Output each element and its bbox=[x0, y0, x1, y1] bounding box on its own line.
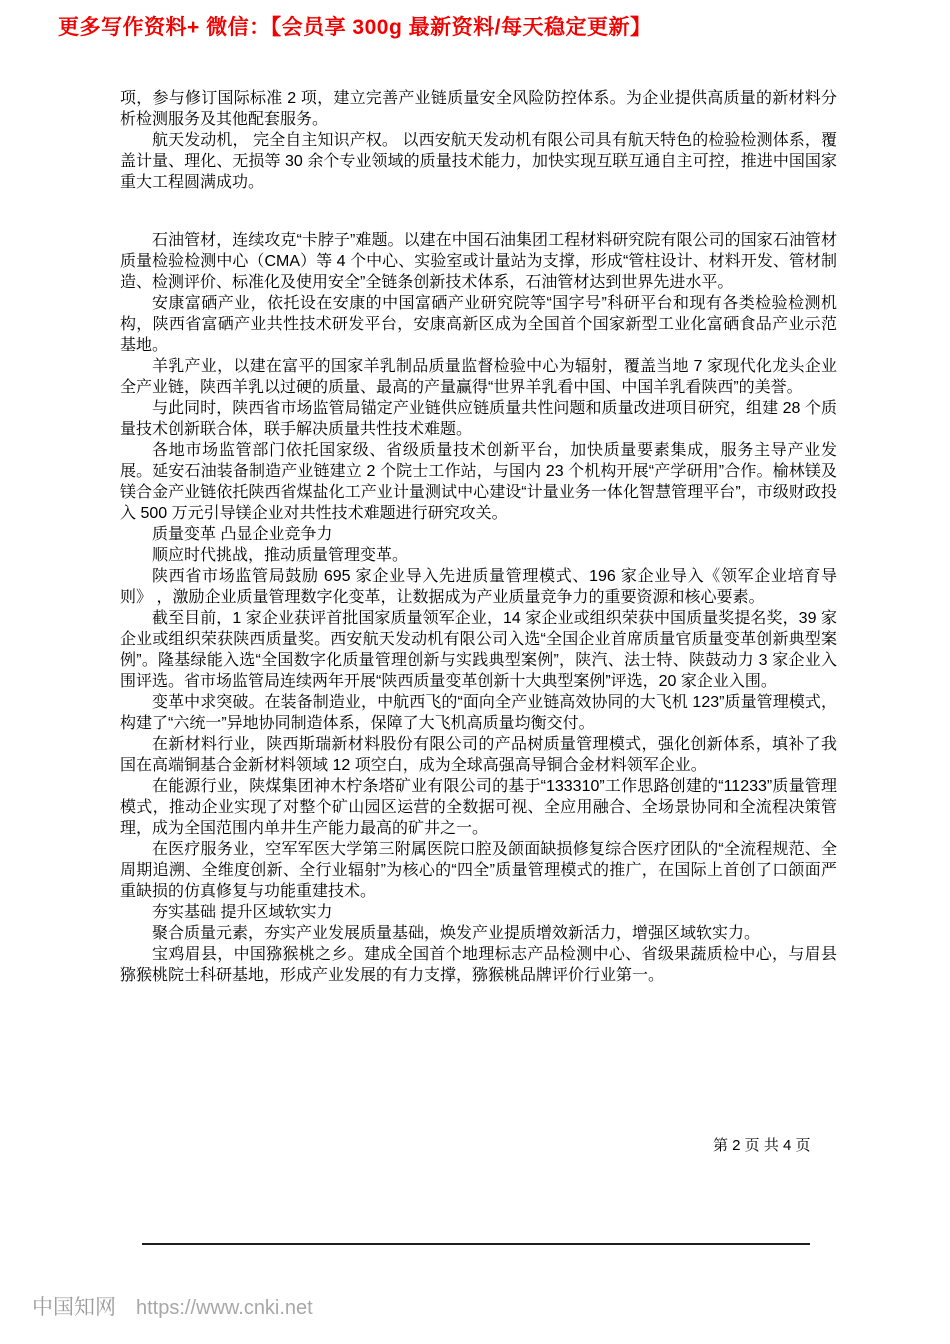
document-body bbox=[120, 88, 837, 986]
site-footer bbox=[32, 1291, 313, 1321]
footer-divider bbox=[142, 1243, 810, 1245]
paragraph: 各地市场监管部门依托国家级、省级质量技术创新平台，加快质量要素集成，服务主导产业发展。延安石油装备制造产业链建立 2 个院士工作站，与国内 23 个机构开展“产学研用”合作。榆林镁及镁合金产业链依托陕西省煤盐化工产业计量测试中心建设“计量业务一体化智慧管理平台”，市级财政投入 500 万元引导镁企业对共性技术难题进行研究攻关。 bbox=[120, 442, 837, 522]
paragraph: 羊乳产业，以建在富平的国家羊乳制品质量监督检验中心为辐射，覆盖当地 7 家现代化龙头企业全产业链，陕西羊乳以过硬的质量、最高的产量赢得“世界羊乳看中国、中国羊乳看陕西”的美誉。 bbox=[120, 358, 837, 396]
paragraph: 陕西省市场监管局鼓励 695 家企业导入先进质量管理模式、196 家企业导入《领军企业培育导则》 ，激励企业质量管理数字化变革，让数据成为产业质量竞争力的重要资源和核心要素。 bbox=[120, 568, 837, 606]
paragraph: 变革中求突破。在装备制造业，中航西飞的“面向全产业链高效协同的大飞机 123”质量管理模式，构建了“六统一”异地协同制造体系，保障了大飞机高质量均衡交付。 bbox=[120, 694, 837, 732]
paragraph: 顺应时代挑战，推动质量管理变革。 bbox=[152, 547, 409, 564]
paragraph: 石油管材，连续攻克“卡脖子”难题。以建在中国石油集团工程材料研究院有限公司的国家石油管材质量检验检测中心（CMA）等 4 个中心、实验室或计量站为支撑，形成“管柱设计、材料开发、管材制造、检测评价、标准化及使用安全”全链条创新技术体系，石油管材达到世界先进水平。 bbox=[120, 232, 837, 291]
section-heading: 质量变革 凸显企业竞争力 bbox=[152, 526, 333, 543]
paragraph: 项，参与修订国际标准 2 项，建立完善产业链质量安全风险防控体系。为企业提供高质量的新材料分析检测服务及其他配套服务。 bbox=[120, 90, 837, 128]
cnki-url[interactable]: https://www.cnki.net bbox=[136, 1297, 313, 1319]
paragraph: 在医疗服务业，空军军医大学第三附属医院口腔及颌面缺损修复综合医疗团队的“全流程规范、全周期追溯、全维度创新、全行业辐射”为核心的“四全”质量管理模式的推广，在国际上首创了口颌面严重缺损的仿真修复与功能重建技术。 bbox=[120, 841, 837, 900]
paragraph: 在能源行业，陕煤集团神木柠条塔矿业有限公司的基于“133310”工作思路创建的“11233”质量管理模式，推动企业实现了对整个矿山园区运营的全数据可视、全应用融合、全场景协同和全流程决策管理，成为全国范围内单井生产能力最高的矿井之一。 bbox=[120, 778, 837, 837]
paragraph: 与此同时，陕西省市场监管局锚定产业链供应链质量共性问题和质量改进项目研究，组建 28 个质量技术创新联合体，联手解决质量共性技术难题。 bbox=[120, 400, 837, 438]
paragraph: 宝鸡眉县，中国猕猴桃之乡。建成全国首个地理标志产品检测中心、省级果蔬质检中心，与眉县猕猴桃院士科研基地，形成产业发展的有力支撑，猕猴桃品牌评价行业第一。 bbox=[120, 946, 837, 984]
paragraph: 在新材料行业，陕西斯瑞新材料股份有限公司的产品树质量管理模式，强化创新体系，填补了我国在高端铜基合金新材料领域 12 项空白，成为全球高强高导铜合金材料领军企业。 bbox=[120, 736, 837, 774]
section-heading: 夯实基础 提升区域软实力 bbox=[152, 904, 333, 921]
paragraph: 安康富硒产业，依托设在安康的中国富硒产业研究院等“国字号”科研平台和现有各类检验检测机构，陕西省富硒产业共性技术研发平台，安康高新区成为全国首个国家新型工业化富硒食品产业示范基地。 bbox=[120, 295, 837, 354]
paragraph: 聚合质量元素，夯实产业发展质量基础，焕发产业提质增效新活力，增强区域软实力。 bbox=[152, 925, 761, 942]
paragraph: 截至目前，1 家企业获评首批国家质量领军企业，14 家企业或组织荣获中国质量奖提名奖，39 家企业或组织荣获陕西质量奖。西安航天发动机有限公司入选“全国企业首席质量官质量变革创新典型案例”。隆基绿能入选“全国数字化质量管理创新与实践典型案例”，陕汽、法士特、陕鼓动力 3 家企业入围评选。省市场监管局连续两年开展“陕西质量变革创新十大典型案例”评选，20 家企业入围。 bbox=[120, 610, 837, 690]
page-indicator: 第 2 页 共 4 页 bbox=[713, 1137, 811, 1154]
promo-banner: 更多写作资料+ 微信：【会员享 300g 最新资料/每天稳定更新】 bbox=[58, 16, 652, 39]
cnki-logo: 中国知网 bbox=[32, 1296, 116, 1319]
paragraph: 航天发动机， 完全自主知识产权。 以西安航天发动机有限公司具有航天特色的检验检测体系，覆盖计量、理化、无损等 30 余个专业领域的质量技术能力，加快实现互联互通自主可控，推进中国国家重大工程圆满成功。 bbox=[120, 132, 837, 191]
